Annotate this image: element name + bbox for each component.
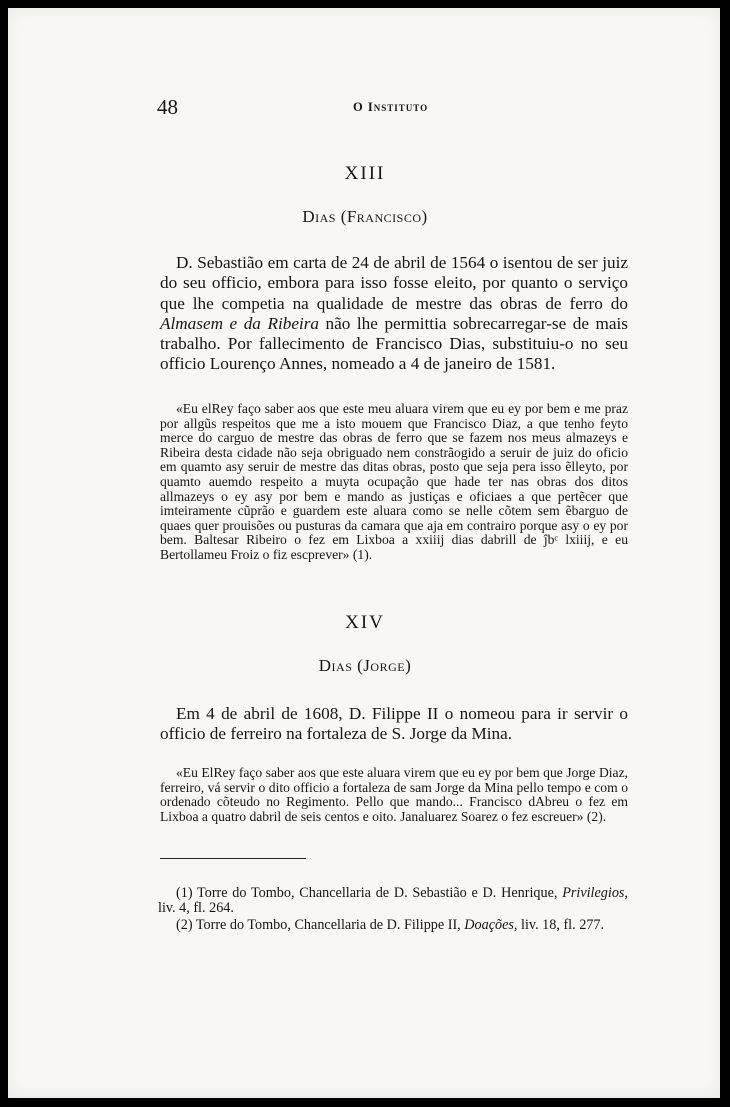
section-number-xiv: XIV [345, 612, 385, 633]
paragraph-xiii-italic: Almasem e da Ribeira [160, 313, 319, 333]
paragraph-xiv-text: Em 4 de abril de 1608, D. Filippe II o nomeou para ir servir o officio de ferreiro na fortaleza de S. Jorge da Mina. [160, 704, 628, 744]
footnote-2 [158, 918, 628, 933]
footnote-divider [160, 858, 306, 859]
footnote-1-italic: Privilegios, [562, 885, 628, 901]
quote-xiii [160, 402, 628, 563]
footnote-2-text: Torre do Tombo, Chancellaria de D. Filippe II, [195, 917, 461, 933]
quote-xiv [160, 766, 628, 824]
footnote-2-italic: Doações, [464, 917, 518, 933]
footnote-2-mark: (2) [176, 917, 193, 933]
paragraph-xiii [160, 253, 628, 375]
running-header [0, 95, 730, 119]
quote-xiv-text: «Eu ElRey faço saber aos que este aluara virem que eu ey por bem que Jorge Diaz, ferreiro, vá servir o dito officio a fortaleza de sam Jorge da Mina pello tempo e com o ordenado cõteudo no Regimento. Pello que mando... Francisco dAbreu o fez em Lixboa a quatro dabril de seis centos e oito. Janaluarez Soarez o fez escreuer» (2). [160, 765, 628, 824]
section-number-xiii: XIII [344, 163, 386, 184]
footnote-1-mark: (1) [176, 885, 193, 901]
section-name-xiii: Dias (Francisco) [302, 207, 428, 226]
running-title: O Instituto [353, 100, 429, 114]
page-number: 48 [157, 95, 178, 119]
section-name-xiv: Dias (Jorge) [318, 656, 412, 675]
paragraph-xiii-text: D. Sebastião em carta de 24 de abril de 1564 o isentou de ser juiz do seu officio, embora para isso fosse eleito, por quanto o serviço que lhe competia na qualidade de mestre das obras de ferro do [160, 253, 628, 313]
paragraph-xiv [160, 704, 628, 745]
footnote-1-end: liv. 4, fl. 264. [158, 900, 234, 917]
footnote-1-text: Torre do Tombo, Chancellaria de D. Sebastião e D. Henrique, [197, 885, 558, 901]
quote-xiii-text: «Eu elRey faço saber aos que este meu aluara virem que eu ey por bem e me praz por allgũs respeitos que me a isto mouem que Francisco Diaz, a que tenho feyto merce do carguo de mestre das obras de ferro que se fazem nos meus almazeys e Ribeira desta cidade não seja obriguado nem constrãogido a seruir de juiz do oficio em quamto asy seruir de mestre das ditas obras, posto que seja pera isso ẽlleyto, por quamto auemdo respeito a muyta ocupação que hade ter nas obras dos ditos allmazeys o ey asy por bem e mando as justiças e oficiaes a que pertẽcer que imteiramente cũprão e guardem este aluara como se nelle cõtem sem ẽbarguo de quaes quer prouisões ou pusturas da camara que aja em contrairo porque asy o ey por bem. Baltesar Ribeiro o fez em Lixboa a xxiiij dias dabrill de ĵbᶜ lxiiij, e eu Bertollameu Froiz o fiz escprever» (1). [160, 401, 628, 562]
footnote-1 [158, 886, 628, 917]
footnote-2-end: liv. 18, fl. 277. [521, 917, 605, 933]
paragraph-xiii-end: não lhe permittia sobrecarregar-se de mais trabalho. Por fallecimento de Francisco Dias, substituiu-o no seu officio Lourenço Annes, nomeado a 4 de janeiro de 1581. [160, 313, 628, 374]
